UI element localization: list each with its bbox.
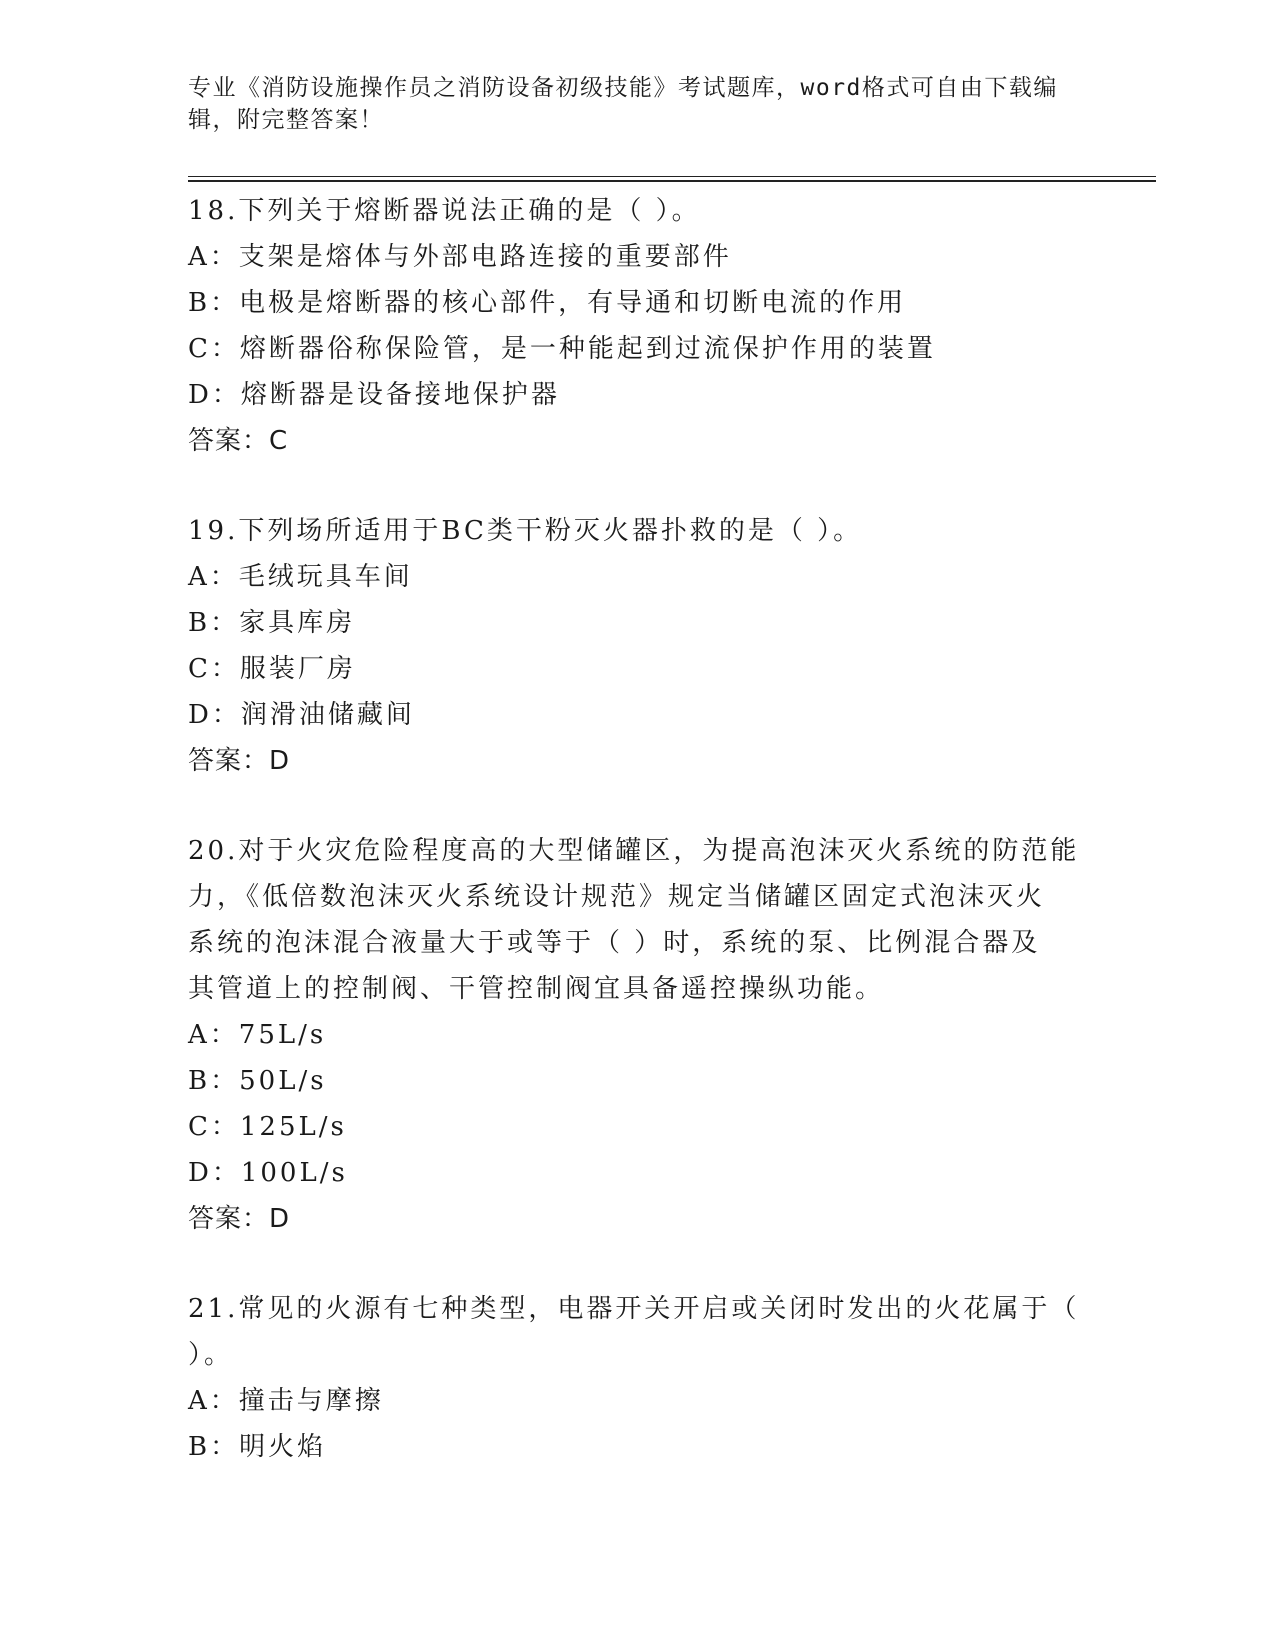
header-divider-thick xyxy=(188,180,1156,182)
question-text-line-1: 20.对于火灾危险程度高的大型储罐区，为提高泡沫灭火系统的防范能 xyxy=(188,836,1080,866)
question-21 xyxy=(188,1286,1088,1470)
question-18 xyxy=(188,188,1088,464)
option-d: D：熔断器是设备接地保护器 xyxy=(188,380,560,410)
option-a: A：支架是熔体与外部电路连接的重要部件 xyxy=(188,242,732,272)
option-a: A：撞击与摩擦 xyxy=(188,1386,384,1416)
option-a: A：75L/s xyxy=(188,1020,327,1050)
option-c: C：服装厂房 xyxy=(188,654,356,684)
question-text-line-4: 其管道上的控制阀、干管控制阀宜具备遥控操纵功能。 xyxy=(188,974,885,1004)
spacer xyxy=(188,1242,1088,1286)
document-header xyxy=(188,72,1088,136)
question-text-line-2: 力，《低倍数泡沫灭火系统设计规范》规定当储罐区固定式泡沫灭火 xyxy=(188,882,1046,912)
header-line-1: 专业《消防设施操作员之消防设备初级技能》考试题库，word格式可自由下载编 xyxy=(188,75,1058,101)
option-c: C：125L/s xyxy=(188,1112,347,1142)
question-text: 19.下列场所适用于BC类干粉灭火器扑救的是（ ）。 xyxy=(188,516,863,546)
answer: 答案：C xyxy=(188,426,289,456)
option-a: A：毛绒玩具车间 xyxy=(188,562,413,592)
option-d: D：100L/s xyxy=(188,1158,348,1188)
spacer xyxy=(188,784,1088,828)
answer: 答案：D xyxy=(188,1204,291,1234)
option-b: B：50L/s xyxy=(188,1066,327,1096)
header-line-2: 辑，附完整答案！ xyxy=(188,107,384,133)
question-text-line-3: 系统的泡沫混合液量大于或等于（ ）时，系统的泵、比例混合器及 xyxy=(188,928,1041,958)
option-d: D：润滑油储藏间 xyxy=(188,700,415,730)
option-b: B：家具库房 xyxy=(188,608,356,638)
question-text-line-1: 21.常见的火源有七种类型，电器开关开启或关闭时发出的火花属于（ xyxy=(188,1294,1080,1324)
question-text-line-2: ）。 xyxy=(188,1340,234,1370)
option-b: B：电极是熔断器的核心部件，有导通和切断电流的作用 xyxy=(188,288,907,318)
question-list xyxy=(188,188,1088,1470)
option-b: B：明火焰 xyxy=(188,1432,327,1462)
header-divider-thin xyxy=(188,176,1156,177)
spacer xyxy=(188,464,1088,508)
question-text: 18.下列关于熔断器说法正确的是（ ）。 xyxy=(188,196,701,226)
question-19 xyxy=(188,508,1088,784)
option-c: C：熔断器俗称保险管，是一种能起到过流保护作用的装置 xyxy=(188,334,936,364)
answer: 答案：D xyxy=(188,746,291,776)
question-20 xyxy=(188,828,1088,1242)
